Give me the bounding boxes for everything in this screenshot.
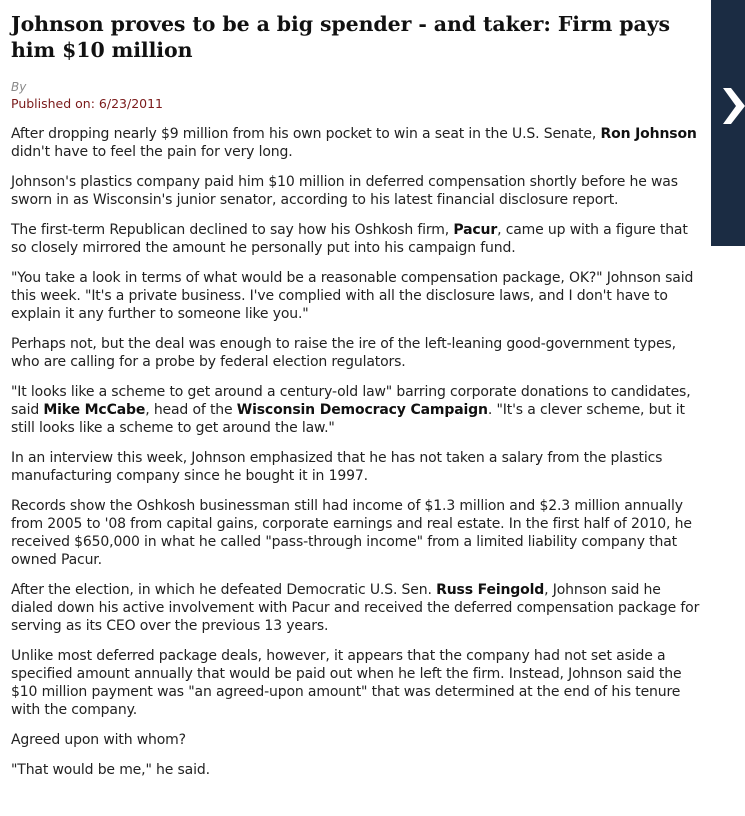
bold-name: Ron Johnson — [600, 126, 697, 142]
bold-name: Russ Feingold — [436, 582, 545, 598]
headline: Johnson proves to be a big spender - and taker: Firm pays him $10 million — [11, 12, 670, 62]
side-tab[interactable] — [711, 0, 745, 246]
paragraph-text: In an interview this week, Johnson emphasized that he has not taken a salary from the plastics manufacturing company since he bought it in 1997. — [11, 450, 663, 484]
bold-name: Mike McCabe — [43, 402, 146, 418]
article-paragraph — [11, 731, 701, 749]
paragraph-text: , head of the — [145, 402, 237, 418]
paragraph-text: Unlike most deferred package deals, however, it appears that the company had not set aside a specified amount annually that would be paid out when he left the firm. Instead, Johnson said the $10 million payment was "an agreed-upon amount" that was determined at the end of his tenure with the company. — [11, 648, 682, 718]
article-paragraph — [11, 383, 701, 437]
article-paragraph — [11, 125, 701, 161]
paragraph-text: After the election, in which he defeated Democratic U.S. Sen. — [11, 582, 437, 598]
paragraph-text: The first-term Republican declined to say how his Oshkosh firm, — [11, 222, 454, 238]
paragraph-text: Johnson's plastics company paid him $10 million in deferred compensation shortly before he was sworn in as Wisconsin's junior senator, according to his latest financial disclosure report. — [11, 174, 678, 208]
paragraph-text: . "It's a clever scheme, but it still looks like a scheme to get around the law." — [11, 402, 685, 436]
paragraph-text: didn't have to feel the pain for very long. — [11, 144, 293, 160]
paragraph-text: "That would be me," he said. — [11, 762, 210, 778]
article-paragraph — [11, 449, 701, 485]
paragraph-text: Agreed upon with whom? — [11, 732, 186, 748]
paragraph-text: Perhaps not, but the deal was enough to raise the ire of the left-leaning good-government types, who are calling for a probe by federal election regulators. — [11, 336, 676, 370]
article-paragraph — [11, 761, 701, 779]
published-date: Published on: 6/23/2011 — [11, 96, 164, 111]
byline: By — [11, 80, 27, 94]
article-paragraph — [11, 221, 701, 257]
bold-name: Pacur — [453, 222, 498, 238]
paragraph-text: "You take a look in terms of what would be a reasonable compensation package, OK?" Johnson said this week. "It's a private business. I've complied with all the disclosure laws, and I don't have to explain it any further to someone like you." — [11, 270, 694, 322]
article-body — [11, 125, 701, 779]
paragraph-text: "It looks like a scheme to get around a century-old law" barring corporate donations to candidates, said — [11, 384, 691, 418]
paragraph-text: , Johnson said he dialed down his active involvement with Pacur and received the deferred compensation package for serving as its CEO over the previous 13 years. — [11, 582, 700, 634]
article-paragraph — [11, 647, 701, 719]
paragraph-text: Records show the Oshkosh businessman still had income of $1.3 million and $2.3 million annually from 2005 to '08 from capital gains, corporate earnings and real estate. In the first half of 2010, he received $650,000 in what he called "pass-through income" from a limited liability company that owned Pacur. — [11, 498, 692, 568]
article-paragraph — [11, 173, 701, 209]
article-paragraph — [11, 581, 701, 635]
paragraph-text: After dropping nearly $9 million from his own pocket to win a seat in the U.S. Senate, — [11, 126, 601, 142]
article — [11, 0, 701, 791]
article-paragraph — [11, 497, 701, 569]
bold-name: Wisconsin Democracy Campaign — [236, 402, 488, 418]
article-paragraph — [11, 335, 701, 371]
chevron-right-icon — [723, 88, 745, 124]
article-paragraph — [11, 269, 701, 323]
paragraph-text: , came up with a figure that so closely mirrored the amount he personally put into his campaign fund. — [11, 222, 688, 256]
